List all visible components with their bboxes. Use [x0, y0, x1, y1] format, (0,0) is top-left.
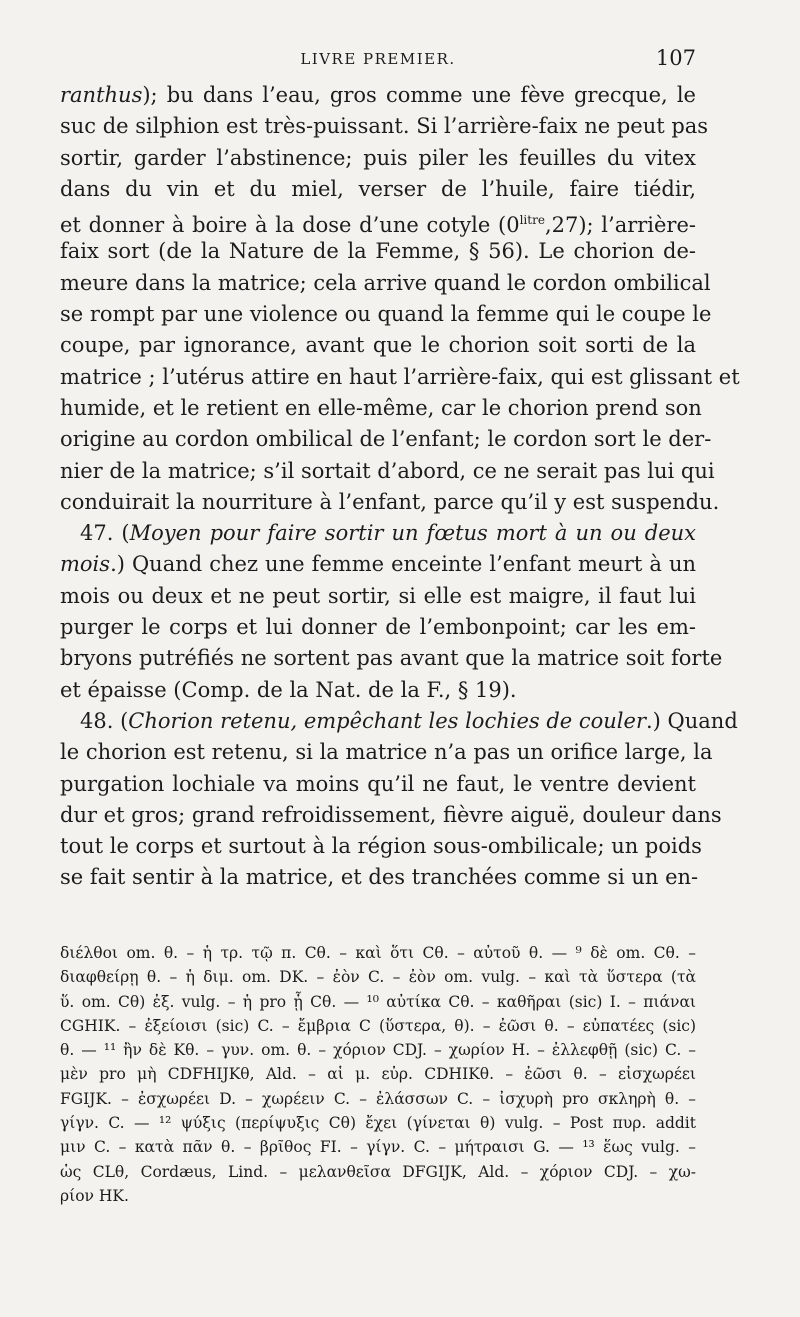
text-line — [60, 581, 696, 612]
italic-text: ranthus — [60, 83, 143, 107]
text-line — [60, 143, 696, 174]
text-line — [60, 330, 696, 361]
footnote-line: ὡς CLθ, Cordæus, Lind. – μελανθεῖσα DFGIJK, Ald. – χόριον CDJ. – χω- — [60, 1162, 696, 1181]
text-run: ,27); l’arrière- — [544, 213, 696, 238]
text-line — [60, 424, 712, 455]
footnote-line: ρίον HK. — [60, 1186, 129, 1205]
text-line — [60, 769, 696, 800]
text-run: meure dans la matrice; cela arrive quand le cordon ombilical — [60, 270, 711, 295]
text-line — [60, 675, 696, 706]
text-line — [60, 518, 696, 549]
text-run: et épaisse (Comp. de la Nat. de la F., § 19). — [60, 677, 517, 702]
text-line — [60, 174, 696, 205]
text-run: se fait sentir à la matrice, et des tranchées comme si un en- — [60, 865, 699, 890]
text-line — [60, 362, 740, 393]
text-run: purgation lochiale va moins qu’il ne faut, le ventre devient — [60, 771, 696, 796]
text-run: dur et gros; grand refroidissement, fièvre aiguë, douleur dans — [60, 802, 722, 827]
text-line — [60, 612, 696, 643]
text-line — [60, 393, 702, 424]
main-text — [60, 80, 740, 894]
text-line — [60, 862, 699, 893]
text-run: et donner à boire à la dose d’une cotyle (0 — [60, 213, 520, 238]
italic-text: Chorion retenu, empêchant les lochies de couler — [128, 708, 646, 733]
text-run: coupe, par ignorance, avant que le chorion soit sorti de la — [60, 333, 696, 358]
footnote-line: ὕ. om. Cθ) ἐξ. vulg. – ἡ pro ᾗ Cθ. — ¹⁰ αὐτίκα Cθ. – καθῆραι (sic) I. – πιάναι — [60, 992, 696, 1011]
italic-text: mois — [60, 552, 111, 577]
text-line — [60, 268, 711, 299]
footnote-line: γίγν. C. — ¹² ψύξις (περίψυξις Cθ) ἔχει (γίνεται θ) vulg. – Post πυρ. addit — [60, 1114, 696, 1133]
text-line — [60, 831, 702, 862]
text-run: dans du vin et du miel, verser de l’huile, faire tiédir, — [60, 176, 696, 201]
text-line — [60, 205, 696, 236]
text-run: .) Quand chez une femme enceinte l’enfant meurt à un — [110, 552, 696, 577]
text-line — [60, 706, 738, 737]
text-line — [60, 111, 709, 142]
text-line — [60, 80, 696, 111]
text-line — [60, 643, 723, 674]
footnote-line: διέλθοι om. θ. – ἡ τρ. τῷ π. Cθ. – καὶ ὅτι Cθ. – αὐτοῦ θ. — ⁹ δὲ om. Cθ. – — [60, 944, 696, 962]
footnote-line: μὲν pro μὴ CDFHIJKθ, Ald. – αἱ μ. εὐρ. CDHIKθ. – ἐῶσι θ. – εἰσχωρέει — [60, 1065, 696, 1084]
text-run: mois ou deux et ne peut sortir, si elle est maigre, il faut lui — [60, 583, 696, 608]
footnote-line: CGHIK. – ἐξείοισι (sic) C. – ἔμβρια C (ὕστερα, θ). – ἐῶσι θ. – εὐπατέες (sic) — [60, 1016, 696, 1035]
text-line — [60, 236, 696, 267]
text-run: ); bu dans l’eau, gros comme une fève grecque, le — [142, 83, 696, 107]
text-line — [60, 549, 696, 580]
text-line — [60, 487, 720, 518]
italic-text: Moyen pour faire sortir un fœtus mort à un ou deux — [129, 521, 696, 546]
text-line — [60, 299, 712, 330]
page-header — [60, 46, 696, 76]
footnote-line: FGIJK. – ἐσχωρέει D. – χωρέειν C. – ἐλάσσων C. – ἰσχυρὴ pro σκληρὴ θ. – — [60, 1089, 696, 1108]
text-run: le chorion est retenu, si la matrice n’a pas un orifice large, la — [60, 740, 713, 765]
text-run: 47. ( — [80, 521, 130, 546]
footnote-line: μιν C. – κατὰ πᾶν θ. – βρῖθος FI. – γίγν. C. – μήτραισι G. — ¹³ ἕως vulg. – — [60, 1138, 696, 1157]
running-title: LIVRE PREMIER. — [300, 50, 456, 68]
text-run: faix sort (de la Nature de la Femme, § 56). Le chorion de- — [60, 239, 696, 264]
text-line — [60, 800, 722, 831]
footnote-line: θ. — ¹¹ ἢν δὲ Kθ. – γυν. om. θ. – χόριον CDJ. – χωρίον H. – ἐλλεφθῇ (sic) C. – — [60, 1041, 696, 1060]
text-run: 48. ( — [80, 708, 129, 733]
text-run: conduirait la nourriture à l’enfant, parce qu’il y est suspendu. — [60, 489, 720, 514]
text-run: .) Quand — [646, 708, 738, 733]
text-line — [60, 737, 713, 768]
superscript-unit: litre — [519, 213, 545, 228]
text-run: origine au cordon ombilical de l’enfant; le cordon sort le der- — [60, 427, 712, 452]
text-run: purger le corps et lui donner de l’embonpoint; car les em- — [60, 615, 696, 640]
text-run: tout le corps et surtout à la région sous-ombilicale; un poids — [60, 834, 702, 859]
text-run: nier de la matrice; s’il sortait d’abord, ce ne serait pas lui qui — [60, 458, 715, 483]
text-run: bryons putréfiés ne sortent pas avant que la matrice soit forte — [60, 646, 723, 671]
text-run: se rompt par une violence ou quand la femme qui le coupe le — [60, 302, 712, 327]
text-run: humide, et le retient en elle-même, car le chorion prend son — [60, 395, 702, 420]
text-run: suc de silphion est très-puissant. Si l’arrière-faix ne peut pas — [60, 114, 709, 139]
page-number: 107 — [655, 46, 696, 70]
footnote-line: διαφθείρῃ θ. – ἡ διμ. om. DK. – ἐὸν C. – ἐὸν om. vulg. – καὶ τὰ ὕστερα (τὰ — [60, 968, 696, 987]
text-line — [60, 456, 715, 487]
footnotes-apparatus — [60, 941, 696, 1208]
text-run: sortir, garder l’abstinence; puis piler les feuilles du vitex — [60, 145, 696, 170]
text-run: matrice ; l’utérus attire en haut l’arrière-faix, qui est glissant et — [60, 364, 740, 389]
